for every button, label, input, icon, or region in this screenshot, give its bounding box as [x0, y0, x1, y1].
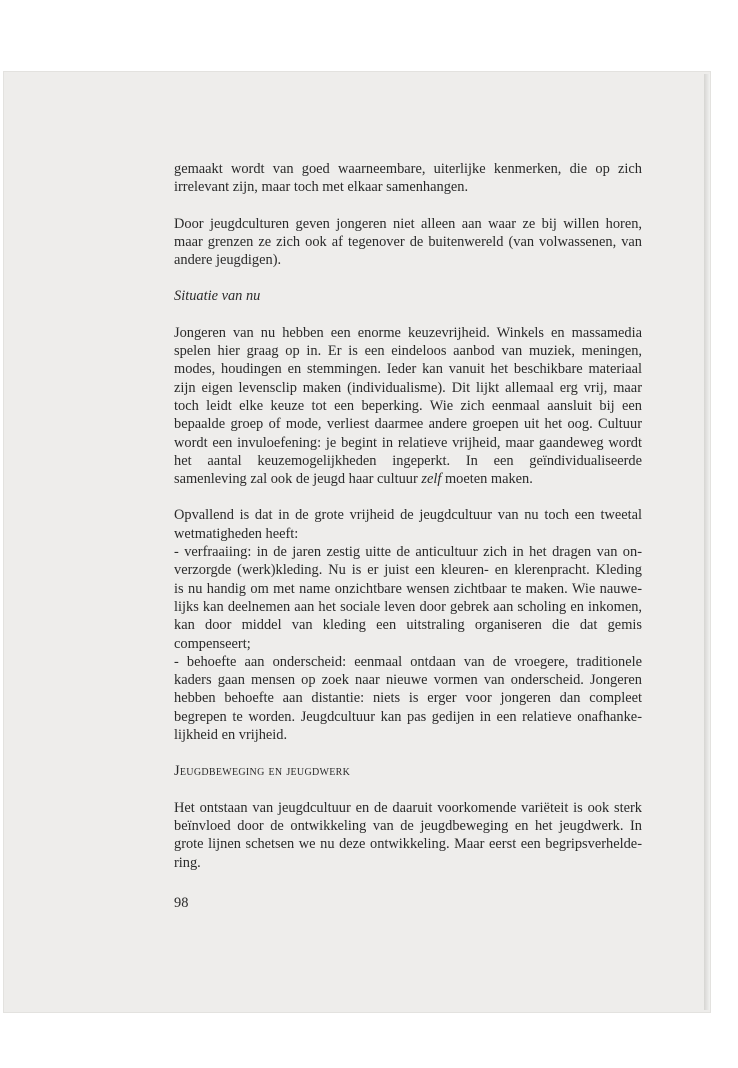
- text-line: verzorgde (werk)kleding. Nu is er juist een kleuren- en klerenpracht. Kleding: [174, 562, 642, 579]
- text-line: ring.: [174, 854, 201, 871]
- text-line: lijkheid en vrijheid.: [174, 727, 288, 744]
- text-line: andere jeugdigen).: [174, 252, 282, 269]
- text-line: Door jeugdculturen geven jongeren niet alleen aan waar ze bij willen horen,: [174, 215, 642, 232]
- text-run: samenleving zal ook de jeugd haar cultuur: [174, 471, 422, 488]
- paragraph-1: [174, 160, 642, 197]
- text-line: modes, houdingen en stemmingen. Ieder kan vanuit het beschikbare materiaal: [174, 361, 642, 378]
- text-line: wordt een invuloefening: je begint in relatieve vrijheid, maar gaandeweg wordt: [174, 434, 642, 451]
- emphasis-zelf: zelf: [421, 471, 442, 488]
- text-line: is nu handig om met name onzichtbare wensen zichtbaar te maken. Wie nauwe-: [174, 580, 642, 597]
- text-line: grote lijnen schetsen we nu deze ontwikkeling. Maar eerst een begripsverhelde-: [174, 836, 642, 853]
- text-line: beïnvloed door de ontwikkeling van de jeugdbeweging en het jeugdwerk. In: [174, 817, 642, 834]
- text-line: Opvallend is dat in de grote vrijheid de jeugdcultuur van nu toch een tweetal: [174, 507, 642, 524]
- text-line: lijks kan deelnemen aan het sociale leven door gebrek aan scholing en inkomen,: [174, 598, 642, 615]
- page-number: 98: [174, 895, 189, 911]
- text-line: begrepen te worden. Jeugdcultuur kan pas gedijen in een relatieve onafhanke-: [174, 708, 642, 725]
- section-heading-jeugdbeweging: Jeugdbeweging en jeugdwerk: [174, 763, 351, 780]
- text-run: moeten maken.: [441, 471, 533, 488]
- text-line: toch leidt elke keuze tot een beperking. Wie zich eenmaal aansluit bij een: [174, 397, 642, 414]
- text-line: kaders gaan mensen op zoek naar nieuwe vormen van onderscheid. Jongeren: [174, 672, 642, 689]
- paragraph-5: [174, 799, 642, 872]
- text-line: gemaakt wordt van goed waarneembare, uiterlijke kenmerken, die op zich: [174, 161, 642, 177]
- text-line: het aantal keuzemogelijkheden ingeperkt. In een geïndividualiseerde: [174, 452, 642, 469]
- paragraph-2: [174, 215, 642, 270]
- text-line: - verfraaiing: in de jaren zestig uitte de anticultuur zich in het dragen van on-: [174, 544, 642, 561]
- text-line: compenseert;: [174, 635, 251, 652]
- section-heading-situatie: Situatie van nu: [174, 288, 261, 305]
- text-line: wetmatigheden heeft:: [174, 525, 299, 542]
- paragraph-3: [174, 324, 642, 489]
- paragraph-4: [174, 506, 642, 744]
- text-line: spelen hier graag op in. Er is een eindeloos aanbod van muziek, meningen,: [174, 343, 642, 360]
- text-line: bepaalde groep of mode, verliest daarmee andere groepen uit het oog. Cultuur: [174, 416, 642, 433]
- text-line: kan door middel van kleding een uitstraling organiseren die dat gemis: [174, 617, 642, 634]
- text-line: - behoefte aan onderscheid: eenmaal ontdaan van de vroegere, traditionele: [174, 653, 642, 670]
- text-line: irrelevant zijn, maar toch met elkaar samenhangen.: [174, 179, 469, 196]
- text-line: Jongeren van nu hebben een enorme keuzevrijheid. Winkels en massamedia: [174, 324, 642, 341]
- text-line: Het ontstaan van jeugdcultuur en de daaruit voorkomende variëteit is ook sterk: [174, 799, 642, 816]
- text-line: zijn eigen levensclip maken (individualisme). Dit lijkt allemaal erg vrij, maar: [174, 379, 642, 396]
- page-right-edge: [704, 74, 710, 1010]
- text-line: [174, 470, 642, 488]
- body-text: [174, 160, 642, 872]
- text-line: hebben behoefte aan distantie: niets is erger voor jongeren dan compleet: [174, 690, 642, 707]
- text-line: maar grenzen ze zich ook af tegenover de buitenwereld (van volwassenen, van: [174, 233, 642, 250]
